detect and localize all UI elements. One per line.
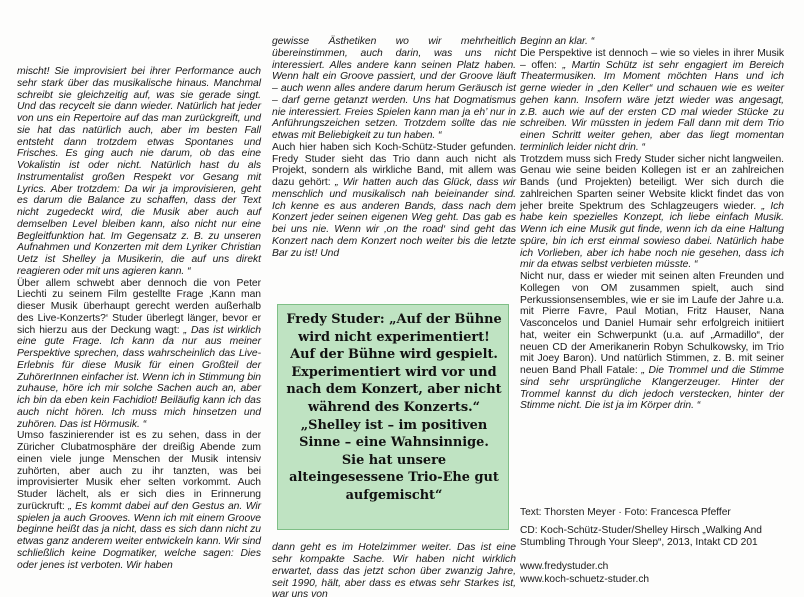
quote-text: „ Die Trommel und die Stimme sind sehr ursprüngliche Klangerzeuger. Hinter der Trommel kannst du dich jedoch verstecken, hinter der Stimme nicht. Die ist ja im Körper drin. “ (520, 365, 784, 412)
body-text: Umso faszinierender ist es zu sehen, dass in der Züricher Clubatmosphäre der dreißig Abende zum einen viele junge Menschen der Musik intensiv zuhörten, aber auch zu ihr tanzten, was bei improvisierter Musik eher selten vorkommt. Auch Studer lächelt, als er sich dies in Erinnerung zurückruft: (17, 430, 261, 512)
pull-quote-text: Fredy Studer: „Auf der Bühne wird nicht experimentiert! Auf der Bühne wird gespielt. Experimentiert wird vor und nach dem Konzert, aber nicht während des Konzerts.“ „Shelley ist – im positiven Sinne – eine Wahnsinnige. Sie hat unsere alteingesessene Trio-Ehe gut aufgemischt“ (286, 312, 502, 503)
website-link-1[interactable]: www.fredystuder.ch (520, 561, 609, 572)
paragraph (520, 48, 784, 154)
body-text: Auch hier haben sich Koch-Schütz-Studer gefunden. Fredy Studer sieht das Trio dann auch nicht als Projekt, sondern als wirkliche Band, mit allem was dazu gehört: (272, 141, 516, 188)
quote-text: gewisse Ästhetiken wo wir mehrheitlich übereinstimmen, auch darin, was uns nicht interessiert. Alles andere kann seinen Platz haben. Wenn halt ein Groove passiert, und der Groove läuft – auch wenn alles andere darum herum Geräusch ist – darf gerne getanzt werden. Uns hat Dogmatismus nie interessiert. Freies Spielen kann man ja eh’ nur in Anführungszeichen setzen. Trotzdem sollte das nie etwas mit Beliebigkeit zu tun haben. “ (272, 36, 516, 141)
pull-quote-box (277, 304, 509, 530)
paragraph (272, 142, 516, 260)
article-column-2-continued (272, 532, 516, 611)
quote-text: „ Martin Schütz ist sehr engagiert im Bereich Theatermusiken. Im Moment möchten Hans und ich gerne wieder in „den Keller“ und schauen wie es weiter gehen kann. Insofern wäre jetzt wieder was angesagt, z.B. auch wie auf der ersten CD mal wieder Stücke zu schreiben. Wir müssten in jedem Fall dann mit dem Trio einen Schritt weiter gehen, aber das liegt momentan terminlich leider nicht drin. “ (520, 59, 784, 153)
paragraph (17, 66, 261, 278)
article-column-3 (520, 36, 784, 412)
website-link-2[interactable]: www.koch-schuetz-studer.ch (520, 574, 650, 585)
paragraph (272, 36, 516, 142)
paragraph (520, 154, 784, 272)
paragraph (17, 278, 261, 431)
article-column-1 (17, 66, 261, 571)
quote-text: „ Ich habe kein spezielles Konzept, ich liebe einfach Musik. Wenn ich eine Musik gut finde, wenn ich da eine Haltung spüre, bin ich erst einmal sowieso dabei. Natürlich habe ich Vorlieben, aber ich habe noch nie gesehen, dass ich mir da etwas selbst verbieten müsste. “ (520, 200, 784, 271)
paragraph (17, 430, 261, 571)
paragraph (272, 542, 516, 601)
quote-text: mischt! Sie improvisiert bei ihrer Performance auch sehr stark über das musikalische hinaus. Manchmal schreibt sie gleichzeitig auf, was sie gerade singt. Und das recycelt sie dann wieder. Natürlich hat jeder von uns ein Repertoire auf das man zurückgreift, und sie hat das natürlich auch, aber im besten Fall entsteht dann trotzdem etwas Spontanes und Frisches. Es ging auch nie darum, ob das eine Vokalistin ist oder nicht. Natürlich hast du als Instrumentalist großen Respekt vor Gesang mit Lyrics. Aber trotzdem: Da wir ja improvisieren, geht es darum die Balance zu schaffen, dass der Text nicht zugedeckt wird, die Musik aber auch auf demselben Level bleiben kann, also nicht nur eine Begleitfunktion hat. Im Gegensatz z. B. zu unseren Aufnahmen und Konzerten mit dem Lyriker Christian Uetz ist Shelley ja Musikerin, die auf uns direkt reagieren oder mit uns agieren kann. “ (17, 66, 261, 277)
article-credits: Text: Thorsten Meyer · Foto: Francesca Pfeffer (520, 507, 731, 518)
body-text: Trotzdem muss sich Fredy Studer sicher nicht langweilen. Genau wie seine beiden Kollegen ist er an zahlreichen Bands (und Projekten) beteiligt. Wer sich durch die zahlreichen Sparten seiner Website klickt findet das von jeher breite Spektrum des Schlagzeugers wieder. (520, 153, 784, 212)
quote-text: Beginn an klar. “ (520, 36, 595, 47)
body-text: Die Perspektive ist dennoch – wie so vieles in ihrer Musik – offen: (520, 47, 784, 71)
paragraph (520, 36, 784, 48)
body-text: Über allem schwebt aber dennoch die von Peter Liechti zu seinem Film gestellte Frage ‚Kann man dieser Musik überhaupt gerecht werden außerhalb des Live-Konzerts?‘ Studer überlegt länger, bevor er sich hierzu aus der Deckung wagt: (17, 277, 261, 336)
quote-text: „ Wir hatten auch das Glück, dass wir menschlich und musikalisch nah beieinander sind. Ich kenne es aus anderen Bands, dass nach dem Konzert jeder seinen eigenen Weg geht. Das gab es bei uns nie. Wenn wir ‚on the road‘ sind geht das Konzert nach dem Konzert noch weiter bis die letzte Bar zu ist! Und (272, 177, 516, 259)
quote-text: „ Es kommt dabei auf den Gestus an. Wir spielen ja auch Grooves. Wenn ich mit einem Groove beginne heißt das ja nicht, dass es sich dann nicht zu etwas ganz anderem weiter entwickeln kann. Wir sind schließlich keine Dogmatiker, welche sagen: Dies oder jenes ist verboten. Wir haben (17, 500, 261, 571)
body-text: Nicht nur, dass er wieder mit seinen alten Freunden und Kollegen von OM zusammen spielt, auch sind Perkussionsensembles, wie er sie im Laufe der Jahre u.a. mit Pierre Favre, Paul Motian, Fritz Hauser, Nana Vasconcelos und Daniel Humair sehr erfolgreich initiiert hat, weiter ein Schwerpunkt (u.a. auf „Armadillo“, der neuen CD der Amerikanerin Robyn Schulkowsky, im Trio mit Joey Baron). Und natürlich Stimmen, z. B. mit seiner neuen Band Phall Fatale: (520, 271, 784, 376)
cd-info: CD: Koch-Schütz-Studer/Shelley Hirsch „Walking And Stumbling Through Your Sleep“, 2013, Intakt CD 201 (520, 525, 762, 548)
article-column-2 (272, 36, 516, 259)
quote-text: „ Das ist wirklich eine gute Frage. Ich kann da nur aus meiner Perspektive sprechen, dass wahrscheinlich das Live-Erlebnis für diese Musik für einen Großteil der ZuhörerInnen einfacher ist. Wenn ich in Stimmung bin zuhause, höre ich mir solche Sachen auch an, aber ich bin da eben kein Fachidiot! Beiläufig kann ich das auch nicht hören. Ich muss mich hinsetzen und zuhören. Das ist Hörmusik. “ (17, 324, 261, 430)
paragraph (520, 271, 784, 412)
quote-text: dann geht es im Hotelzimmer weiter. Das ist eine sehr kompakte Sache. Wir haben nicht wirklich erwartet, dass das jetzt schon über zwanzig Jahre, seit 1990, hält, aber dass es etwas sehr Starkes ist, war uns von (272, 542, 516, 601)
